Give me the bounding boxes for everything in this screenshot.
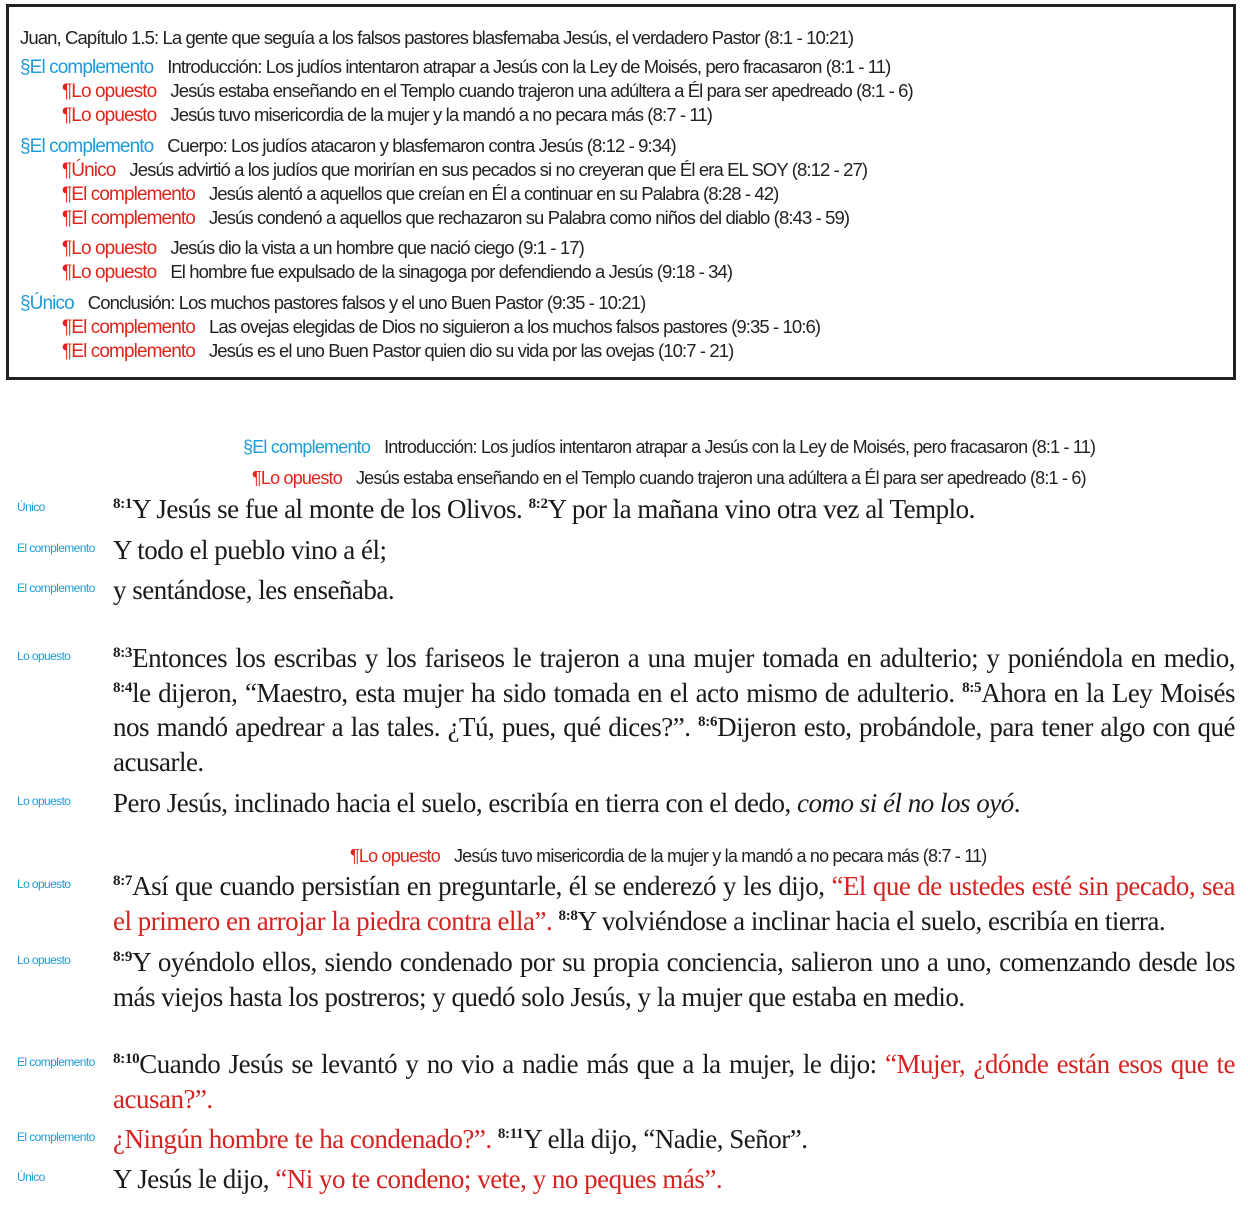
outline-row [62, 104, 712, 127]
verse-text: Y todo el pueblo vino a él; [113, 535, 387, 565]
outline-label: ¶El complemento [62, 208, 195, 229]
verse-text: . [1013, 788, 1020, 818]
heading-label: §El complemento [243, 437, 371, 457]
outline-row [20, 292, 645, 315]
outline-text: Jesús advirtió a los judíos que morirían en sus pecados si no creyeran que Él era EL SOY (8:12 - 27) [129, 159, 868, 180]
outline-text: Jesús estaba enseñando en el Templo cuando trajeron una adúltera a Él para ser apedreado (8:1 - 6) [170, 80, 913, 101]
outline-label: §El complemento [20, 57, 154, 78]
verse-text: Cuando Jesús se levantó y no vio a nadie más que a la mujer, le dijo: [139, 1049, 885, 1079]
outline-label: ¶Lo opuesto [62, 262, 157, 283]
verse-text-italic: como si él no los oyó [797, 788, 1014, 818]
outline-label: ¶Lo opuesto [62, 238, 157, 259]
verse-line [113, 492, 1235, 527]
heading-label: ¶Lo opuesto [350, 846, 440, 866]
outline-box [6, 4, 1236, 380]
outline-row [20, 56, 890, 79]
jesus-speech: “El que de ustedes esté sin pecado, sea el primero en arrojar la piedra contra ella”. [113, 871, 1236, 936]
outline-text: Jesús es el uno Buen Pastor quien dio su vida por las ovejas (10:7 - 21) [208, 340, 734, 361]
outline-text: Las ovejas elegidas de Dios no siguieron a los muchos falsos pastores (9:35 - 10:6) [208, 316, 821, 337]
verse-text: Y Jesús se fue al monte de los Olivos. [132, 494, 529, 524]
verse-number: 8:10 [113, 1051, 140, 1067]
verse-number: 8:9 [113, 949, 133, 965]
jesus-speech: ¿Ningún hombre te ha condenado?”. [113, 1124, 492, 1154]
side-tag: El complemento [17, 581, 95, 595]
verse-text: Y ella dijo, “Nadie, Señor”. [523, 1124, 808, 1154]
verse-number: 8:8 [558, 907, 578, 924]
side-tag: Lo opuesto [17, 794, 71, 808]
outline-label: ¶Lo opuesto [62, 81, 157, 102]
outline-row [62, 261, 732, 284]
heading-text: Introducción: Los judíos intentaron atrapar a Jesús con la Ley de Moisés, pero fracasaron (8:1 - 11) [384, 437, 1096, 457]
verse-text: Y Jesús le dijo, [113, 1164, 276, 1194]
outline-row [62, 80, 913, 103]
verse-number: 8:3 [113, 645, 133, 661]
verse-paragraph [113, 1047, 1235, 1116]
outline-text: Jesús condenó a aquellos que rechazaron su Palabra como niños del diablo (8:43 - 59) [208, 207, 850, 228]
side-tag: El complemento [17, 1130, 95, 1144]
outline-label: ¶El complemento [62, 341, 195, 362]
outline-row [62, 340, 733, 363]
side-tag: Único [17, 500, 45, 514]
heading-text: Jesús tuvo misericordia de la mujer y la mandó a no pecara más (8:7 - 11) [453, 846, 987, 866]
verse-line [113, 1162, 1235, 1197]
verse-text: Dijeron esto, probándole, para tener algo con qué acusarle. [113, 712, 1235, 777]
verse-text: Ahora en la Ley Moisés nos mandó apedrear a las tales. ¿Tú, pues, qué dices?”. [113, 677, 1235, 742]
side-tag: El complemento [17, 1055, 95, 1069]
outline-label: §Único [20, 293, 74, 314]
outline-label: ¶Lo opuesto [62, 105, 157, 126]
outline-text: Introducción: Los judíos intentaron atrapar a Jesús con la Ley de Moisés, pero fracasaron (8:1 - 11) [167, 56, 891, 77]
verse-number: 8:2 [528, 496, 548, 512]
outline-label: ¶El complemento [62, 317, 195, 338]
verse-text: Entonces los escribas y los fariseos le trajeron a una mujer tomada en adulterio; y poniéndola en medio, [132, 643, 1235, 673]
outline-row [62, 183, 778, 206]
outline-label: §El complemento [20, 136, 154, 157]
outline-text: El hombre fue expulsado de la sinagoga por defendiendo a Jesús (9:18 - 34) [170, 261, 733, 282]
side-tag: Lo opuesto [17, 953, 71, 967]
section-heading [243, 436, 1095, 458]
outline-row [62, 316, 820, 339]
verse-line [113, 533, 1235, 568]
outline-text: Jesús dio la vista a un hombre que nació ciego (9:1 - 17) [170, 237, 584, 258]
side-tag: Lo opuesto [17, 877, 71, 891]
verse-paragraph [113, 641, 1235, 779]
outline-row [62, 207, 849, 230]
verse-text: Así que cuando persistían en preguntarle, él se enderezó y les dijo, [132, 871, 832, 901]
verse-number: 8:11 [497, 1126, 524, 1142]
verse-number: 8:1 [113, 496, 133, 512]
jesus-speech: “Ni yo te condeno; vete, y no peques más”. [275, 1164, 723, 1194]
outline-label: ¶Único [62, 160, 116, 181]
outline-title: Juan, Capítulo 1.5: La gente que seguía a los falsos pastores blasfemaba Jesús, el verdadero Pastor (8:1 - 10:21) [20, 27, 854, 48]
verse-text: Pero Jesús, inclinado hacia el suelo, escribía en tierra con el dedo, [113, 788, 797, 818]
side-tag: El complemento [17, 541, 95, 555]
verse-text: Y oyéndolo ellos, siendo condenado por su propia conciencia, salieron uno a uno, comenzando desde los más viejos hasta los postreros; y quedó solo Jesús, y la mujer que estaba en medio. [113, 947, 1235, 1012]
verse-line [113, 573, 1235, 608]
verse-text: y sentándose, les enseñaba. [113, 575, 395, 605]
verse-text: le dijeron, “Maestro, esta mujer ha sido tomada en el acto mismo de adulterio. [132, 677, 963, 708]
outline-text: Conclusión: Los muchos pastores falsos y el uno Buen Pastor (9:35 - 10:21) [87, 292, 646, 313]
verse-number: 8:6 [698, 714, 718, 730]
outline-label: ¶El complemento [62, 184, 195, 205]
side-tag: Lo opuesto [17, 649, 71, 663]
verse-line [113, 1122, 1235, 1157]
outline-text: Jesús alentó a aquellos que creían en Él a continuar en su Palabra (8:28 - 42) [208, 183, 779, 204]
heading-text: Jesús estaba enseñando en el Templo cuando trajeron una adúltera a Él para ser apedreado (8:1 - 6) [355, 468, 1086, 488]
section-heading [350, 845, 987, 867]
verse-paragraph [113, 945, 1235, 1014]
verse-number: 8:4 [113, 679, 133, 696]
side-tag: Único [17, 1170, 45, 1184]
verse-number: 8:7 [113, 873, 133, 889]
outline-text: Cuerpo: Los judíos atacaron y blasfemaron contra Jesús (8:12 - 9:34) [167, 135, 676, 156]
verse-text: Y por la mañana vino otra vez al Templo. [547, 494, 975, 524]
outline-row [62, 159, 867, 182]
heading-label: ¶Lo opuesto [252, 468, 342, 488]
verse-text: Y volviéndose a inclinar hacia el suelo, escribía en tierra. [577, 905, 1166, 936]
outline-row [62, 237, 584, 260]
verse-paragraph [113, 869, 1235, 938]
outline-row [20, 135, 676, 158]
jesus-speech: “Mujer, ¿dónde están esos que te acusan?”. [113, 1049, 1235, 1114]
verse-line [113, 786, 1235, 821]
section-heading [252, 467, 1086, 489]
outline-text: Jesús tuvo misericordia de la mujer y la mandó a no pecara más (8:7 - 11) [170, 104, 712, 125]
verse-number: 8:5 [962, 679, 982, 696]
